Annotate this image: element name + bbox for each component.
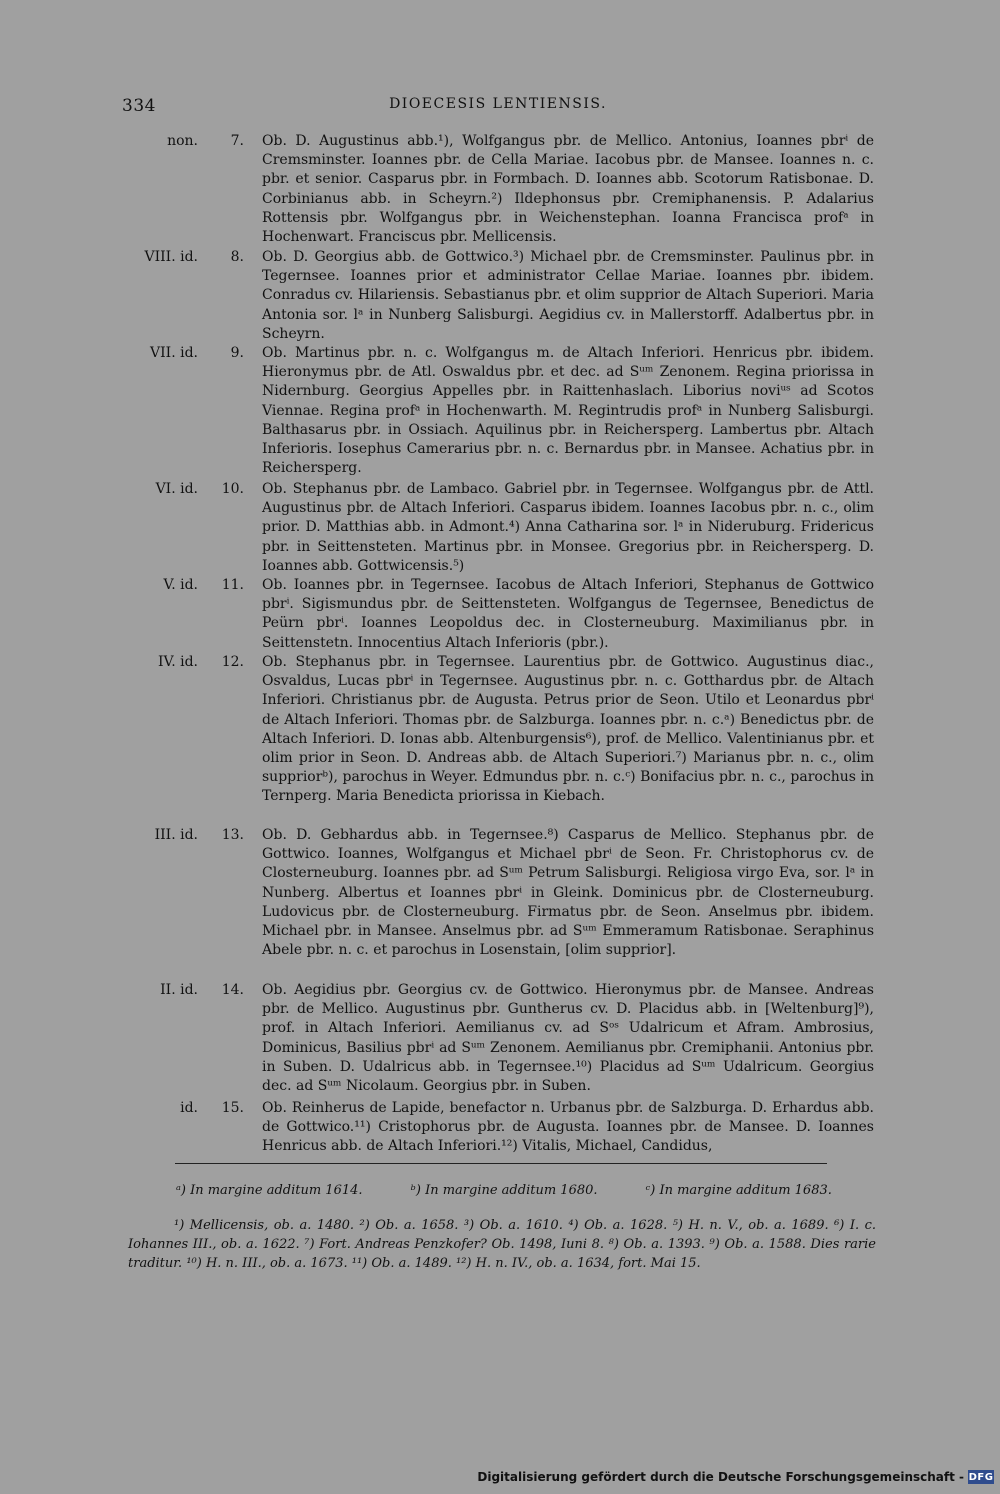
letter-footnote: ᵃ) In margine additum 1614. xyxy=(176,1183,363,1198)
entry-day: II. id. xyxy=(160,982,198,998)
calendar-entries xyxy=(122,132,874,1157)
letter-footnote: ᵇ) In margine additum 1680. xyxy=(410,1183,598,1198)
entry-number: 12. xyxy=(221,654,244,670)
entry-text: Ob. Stephanus pbr. in Tegernsee. Laurentius pbr. de Gottwico. Augustinus diac., Osvaldus, Lucas pbrⁱ in Tegernsee. Augustinus pbr. n. c. Gotthardus pbr. de Altach Inferiori. Christianus pbr. de Augusta. Petrus prior de Seon. Utilo et Leonardus pbrⁱ de Altach Inferiori. Thomas pbr. de Salzburga. Ioannes pbr. n. c.ᵃ) Benedictus pbr. de Altach Inferiori. D. Ionas abb. Altenburgensis⁶), prof. de Mellico. Valentinianus pbr. et olim prior in Seon. D. Andreas abb. de Altach Superiori.⁷) Marianus pbr. n. c., olim suppriorᵇ), parochus in Weyer. Edmundus pbr. n. c.ᶜ) Bonifacius pbr. n. c., parochus in Ternperg. Maria Benedicta priorissa in Kiebach. xyxy=(262,654,874,805)
calendar-entry xyxy=(122,653,874,826)
entry-day: VII. id. xyxy=(150,345,198,361)
entry-text: Ob. D. Augustinus abb.¹), Wolfgangus pbr. de Mellico. Antonius, Ioannes pbrⁱ de Cremsminster. Ioannes pbr. de Cella Mariae. Iacobus pbr. de Mansee. Ioannes n. c. pbr. et senior. Casparus pbr. in Formbach. D. Ioannes abb. Scotorum Ratisbonae. D. Corbinianus abb. in Scheyrn.²) Ildephonsus pbr. Cremiphanensis. P. Adalarius Rottensis pbr. Wolfgangus pbr. in Weichenstephan. Ioanna Francisca profᵃ in Hochenwart. Franciscus pbr. Mellicensis. xyxy=(262,133,874,246)
entry-day: non. xyxy=(167,133,198,149)
page-number: 334 xyxy=(122,96,156,116)
numbered-footnotes: ¹) Mellicensis, ob. a. 1480. ²) Ob. a. 1658. ³) Ob. a. 1610. ⁴) Ob. a. 1628. ⁵) H. n. V., ob. a. 1689. ⁶) I. c. Iohannes III., ob. a. 1622. ⁷) Fort. Andreas Penzkofer? Ob. 1498, Iuni 8. ⁸) Ob. a. 1393. ⁹) Ob. a. 1588. Dies rarie traditur. ¹⁰) H. n. III., ob. a. 1673. ¹¹) Ob. a. 1489. ¹²) H. n. IV., ob. a. 1634, fort. Mai 15. xyxy=(128,1218,876,1272)
entry-day: V. id. xyxy=(163,577,198,593)
entry-number: 7. xyxy=(230,133,244,149)
entry-number: 8. xyxy=(230,249,244,265)
calendar-entry xyxy=(122,826,874,981)
entry-day: VI. id. xyxy=(155,481,198,497)
running-title: DIOECESIS LENTIENSIS. xyxy=(389,96,607,112)
entry-text: Ob. Stephanus pbr. de Lambaco. Gabriel pbr. in Tegernsee. Wolfgangus pbr. de Attl. Augustinus pbr. de Altach Inferiori. Casparus ibidem. Ioannes Iacobus pbr. n. c., olim prior. D. Matthias abb. in Admont.⁴) Anna Catharina sor. lᵃ in Nideruburg. Fridericus pbr. in Seittensteten. Martinus pbr. in Monsee. Gregorius pbr. in Reichersperg. D. Ioannes abb. Gottwicensis.⁵) xyxy=(262,481,874,574)
entry-number: 13. xyxy=(221,827,244,843)
entry-number: 9. xyxy=(230,345,244,361)
dfg-logo-icon: DFG xyxy=(968,1471,994,1483)
calendar-entry xyxy=(122,132,874,248)
entry-day: III. id. xyxy=(154,827,198,843)
calendar-entry xyxy=(122,344,874,480)
funding-banner xyxy=(477,1468,994,1486)
entry-text: Ob. Reinherus de Lapide, benefactor n. Urbanus pbr. de Salzburga. D. Erhardus abb. de Gottwico.¹¹) Cristophorus pbr. de Augusta. Ioannes pbr. de Mansee. D. Ioannes Henricus abb. de Altach Inferiori.¹²) Vitalis, Michael, Candidus, xyxy=(262,1100,874,1155)
entry-day: IV. id. xyxy=(158,654,198,670)
entry-text: Ob. D. Georgius abb. de Gottwico.³) Michael pbr. de Cremsminster. Paulinus pbr. in Tegernsee. Ioannes prior et administrator Cellae Mariae. Ioannes pbr. ibidem. Conradus cv. Hilariensis. Sebastianus pbr. et olim supprior de Altach Superiori. Maria Antonia sor. lᵃ in Nunberg Salisburgi. Aegidius cv. in Mallerstorff. Adalbertus pbr. in Scheyrn. xyxy=(262,249,874,342)
entry-day: VIII. id. xyxy=(144,249,198,265)
entry-number: 15. xyxy=(221,1100,244,1116)
entry-text: Ob. Aegidius pbr. Georgius cv. de Gottwico. Hieronymus pbr. de Mansee. Andreas pbr. de Mellico. Augustinus pbr. Guntherus cv. D. Placidus abb. in [Weltenburg]⁹), prof. in Altach Inferiori. Aemilianus cv. ad Sᵒˢ Udalricum et Afram. Ambrosius, Dominicus, Basilius pbrⁱ ad Sᵘᵐ Zenonem. Aemilianus pbr. Cremiphanii. Antonius pbr. in Suben. D. Udalricus abb. in Tegernsee.¹⁰) Placidus ad Sᵘᵐ Udalricum. Georgius dec. ad Sᵘᵐ Nicolaum. Georgius pbr. in Suben. xyxy=(262,982,874,1095)
entry-number: 11. xyxy=(221,577,244,593)
entry-text: Ob. Martinus pbr. n. c. Wolfgangus m. de Altach Inferiori. Henricus pbr. ibidem. Hieronymus pbr. de Atl. Oswaldus pbr. et dec. ad Sᵘᵐ Zenonem. Regina priorissa in Nidernburg. Georgius Appelles pbr. in Raittenhaslach. Liborius noviᵘˢ ad Scotos Viennae. Regina profᵃ in Hochenwarth. M. Regintrudis profᵃ in Nunberg Salisburgi. Balthasarus pbr. in Ossiach. Aquilinus pbr. in Reichersperg. Lambertus pbr. Altach Inferioris. Iosephus Camerarius pbr. n. c. Bernardus pbr. in Mansee. Achatius pbr. in Reichersperg. xyxy=(262,345,874,477)
calendar-entry xyxy=(122,576,874,653)
calendar-entry xyxy=(122,981,874,1099)
entry-number: 10. xyxy=(221,481,244,497)
calendar-entry xyxy=(122,1099,874,1157)
entry-number: 14. xyxy=(221,982,244,998)
page-header xyxy=(122,96,874,116)
funding-text: Digitalisierung gefördert durch die Deutsche Forschungsgemeinschaft - xyxy=(477,1470,964,1484)
footnote-divider xyxy=(175,1163,827,1164)
entry-day: id. xyxy=(180,1100,198,1116)
calendar-entry xyxy=(122,248,874,344)
entry-text: Ob. D. Gebhardus abb. in Tegernsee.⁸) Casparus de Mellico. Stephanus pbr. de Gottwico. Ioannes, Wolfgangus et Michael pbrⁱ de Seon. Fr. Christophorus cv. de Closterneuburg. Ioannes pbr. ad Sᵘᵐ Petrum Salisburgi. Religiosa virgo Eva, sor. lᵃ in Nunberg. Albertus et Ioannes pbrⁱ in Gleink. Dominicus pbr. de Closterneuburg. Ludovicus pbr. de Closterneuburg. Firmatus pbr. de Seon. Anselmus pbr. ibidem. Michael pbr. in Mansee. Anselmus pbr. ad Sᵘᵐ Emmeramum Ratisbonae. Seraphinus Abele pbr. n. c. et parochus in Losenstain, [olim supprior]. xyxy=(262,827,874,959)
letter-footnotes xyxy=(176,1182,876,1200)
entry-text: Ob. Ioannes pbr. in Tegernsee. Iacobus de Altach Inferiori, Stephanus de Gottwico pbrⁱ. Sigismundus pbr. de Seittensteten. Wolfgangus de Tegernsee, Benedictus de Peürn pbrⁱ. Ioannes Leopoldus dec. in Closterneuburg. Maximilianus pbr. in Seittenstetn. Innocentius Altach Inferioris (pbr.). xyxy=(262,577,874,651)
letter-footnote: ᶜ) In margine additum 1683. xyxy=(645,1183,832,1198)
calendar-entry xyxy=(122,480,874,576)
